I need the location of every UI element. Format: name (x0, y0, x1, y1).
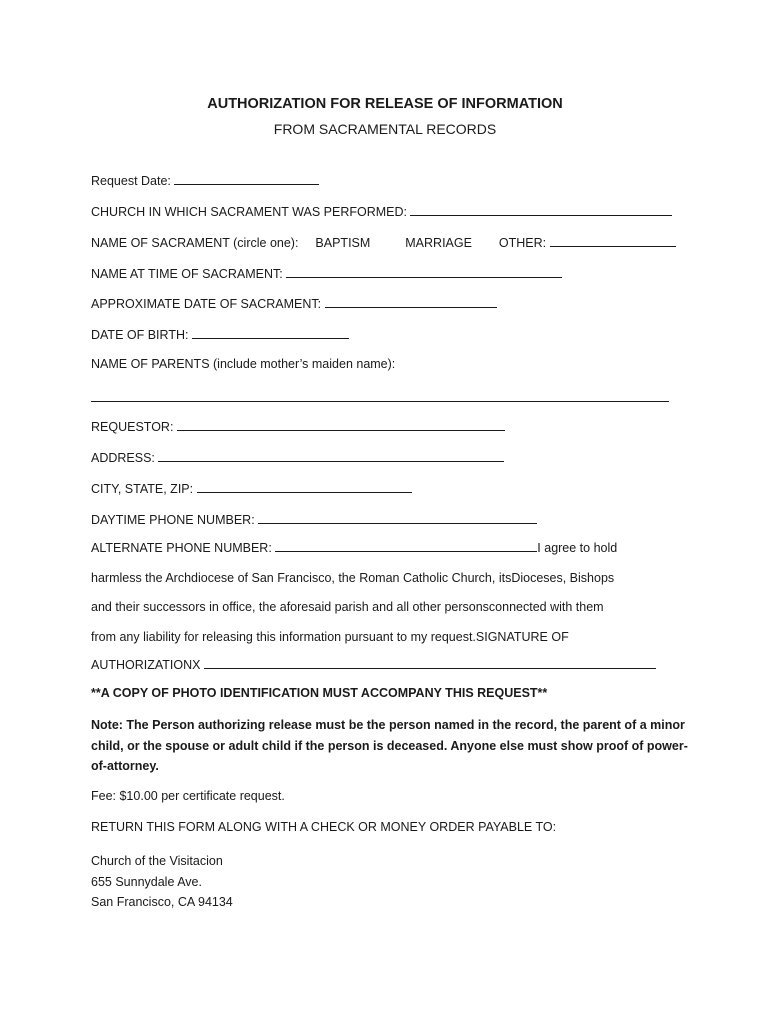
address-label: ADDRESS: (91, 451, 155, 465)
photo-id-notice: **A COPY OF PHOTO IDENTIFICATION MUST ACCOMPANY THIS REQUEST** (91, 686, 548, 700)
address-line-1: Church of the Visitacion (91, 854, 223, 868)
address-row (91, 449, 504, 465)
signature-label: AUTHORIZATIONX (91, 658, 201, 672)
church-field[interactable] (410, 203, 672, 216)
sacrament-name-label: NAME OF SACRAMENT (circle one): (91, 236, 299, 250)
approx-date-row (91, 295, 497, 311)
signature-row (91, 652, 691, 678)
parents-row (91, 357, 395, 371)
church-label: CHURCH IN WHICH SACRAMENT WAS PERFORMED: (91, 205, 407, 219)
requestor-field[interactable] (177, 418, 505, 431)
release-text-1: I agree to hold (537, 541, 618, 555)
sacrament-name-row (91, 234, 676, 250)
signature-field[interactable] (204, 656, 656, 669)
dob-label: DATE OF BIRTH: (91, 328, 189, 342)
release-line-3: and their successors in office, the aforesaid parish and all other personsconnected with them (91, 600, 604, 614)
request-date-label: Request Date: (91, 174, 171, 188)
release-paragraph (91, 534, 691, 678)
alt-phone-field[interactable] (275, 539, 537, 552)
release-line-4: from any liability for releasing this information pursuant to my request.SIGNATURE OF (91, 629, 569, 644)
dob-field[interactable] (192, 326, 349, 339)
other-field[interactable] (550, 234, 676, 247)
form-subtitle: FROM SACRAMENTAL RECORDS (273, 121, 497, 137)
form-title: AUTHORIZATION FOR RELEASE OF INFORMATION (207, 96, 563, 112)
release-line-2: harmless the Archdiocese of San Francisco, the Roman Catholic Church, itsDioceses, Bishops (91, 570, 615, 585)
name-at-time-field[interactable] (286, 265, 562, 278)
request-date-field[interactable] (174, 172, 319, 185)
daytime-phone-row (91, 511, 537, 527)
release-line-1 (91, 534, 691, 564)
parents-label: NAME OF PARENTS (include mother’s maiden name): (91, 357, 396, 371)
address-line-3: San Francisco, CA 94134 (91, 895, 233, 909)
option-baptism[interactable]: BAPTISM (315, 236, 371, 250)
parents-field[interactable] (91, 389, 669, 402)
dob-row (91, 326, 349, 342)
request-date-row (91, 172, 319, 188)
requestor-row (91, 418, 505, 434)
name-at-time-row (91, 265, 562, 281)
requestor-label: REQUESTOR: (91, 420, 174, 434)
church-row (91, 203, 672, 219)
fee-line: Fee: $10.00 per certificate request. (91, 789, 285, 803)
city-row (91, 480, 412, 496)
approx-date-field[interactable] (325, 295, 497, 308)
alt-phone-label: ALTERNATE PHONE NUMBER: (91, 541, 272, 555)
daytime-phone-label: DAYTIME PHONE NUMBER: (91, 513, 255, 527)
name-at-time-label: NAME AT TIME OF SACRAMENT: (91, 267, 283, 281)
authorization-note: Note: The Person authorizing release must be the person named in the record, the parent of a minor child, or the spouse or adult child if the person is deceased. Anyone else must show proof of power-of-attorney. (91, 718, 688, 773)
option-marriage[interactable]: MARRIAGE (405, 236, 472, 250)
return-instruction: RETURN THIS FORM ALONG WITH A CHECK OR MONEY ORDER PAYABLE TO: (91, 820, 557, 834)
approx-date-label: APPROXIMATE DATE OF SACRAMENT: (91, 297, 322, 311)
address-line-2: 655 Sunnydale Ave. (91, 874, 202, 889)
city-field[interactable] (197, 480, 412, 493)
daytime-phone-field[interactable] (258, 511, 537, 524)
parents-field-row (91, 389, 669, 405)
city-label: CITY, STATE, ZIP: (91, 482, 194, 496)
address-field[interactable] (158, 449, 504, 462)
option-other[interactable]: OTHER: (498, 236, 547, 250)
mailing-address (91, 851, 233, 913)
